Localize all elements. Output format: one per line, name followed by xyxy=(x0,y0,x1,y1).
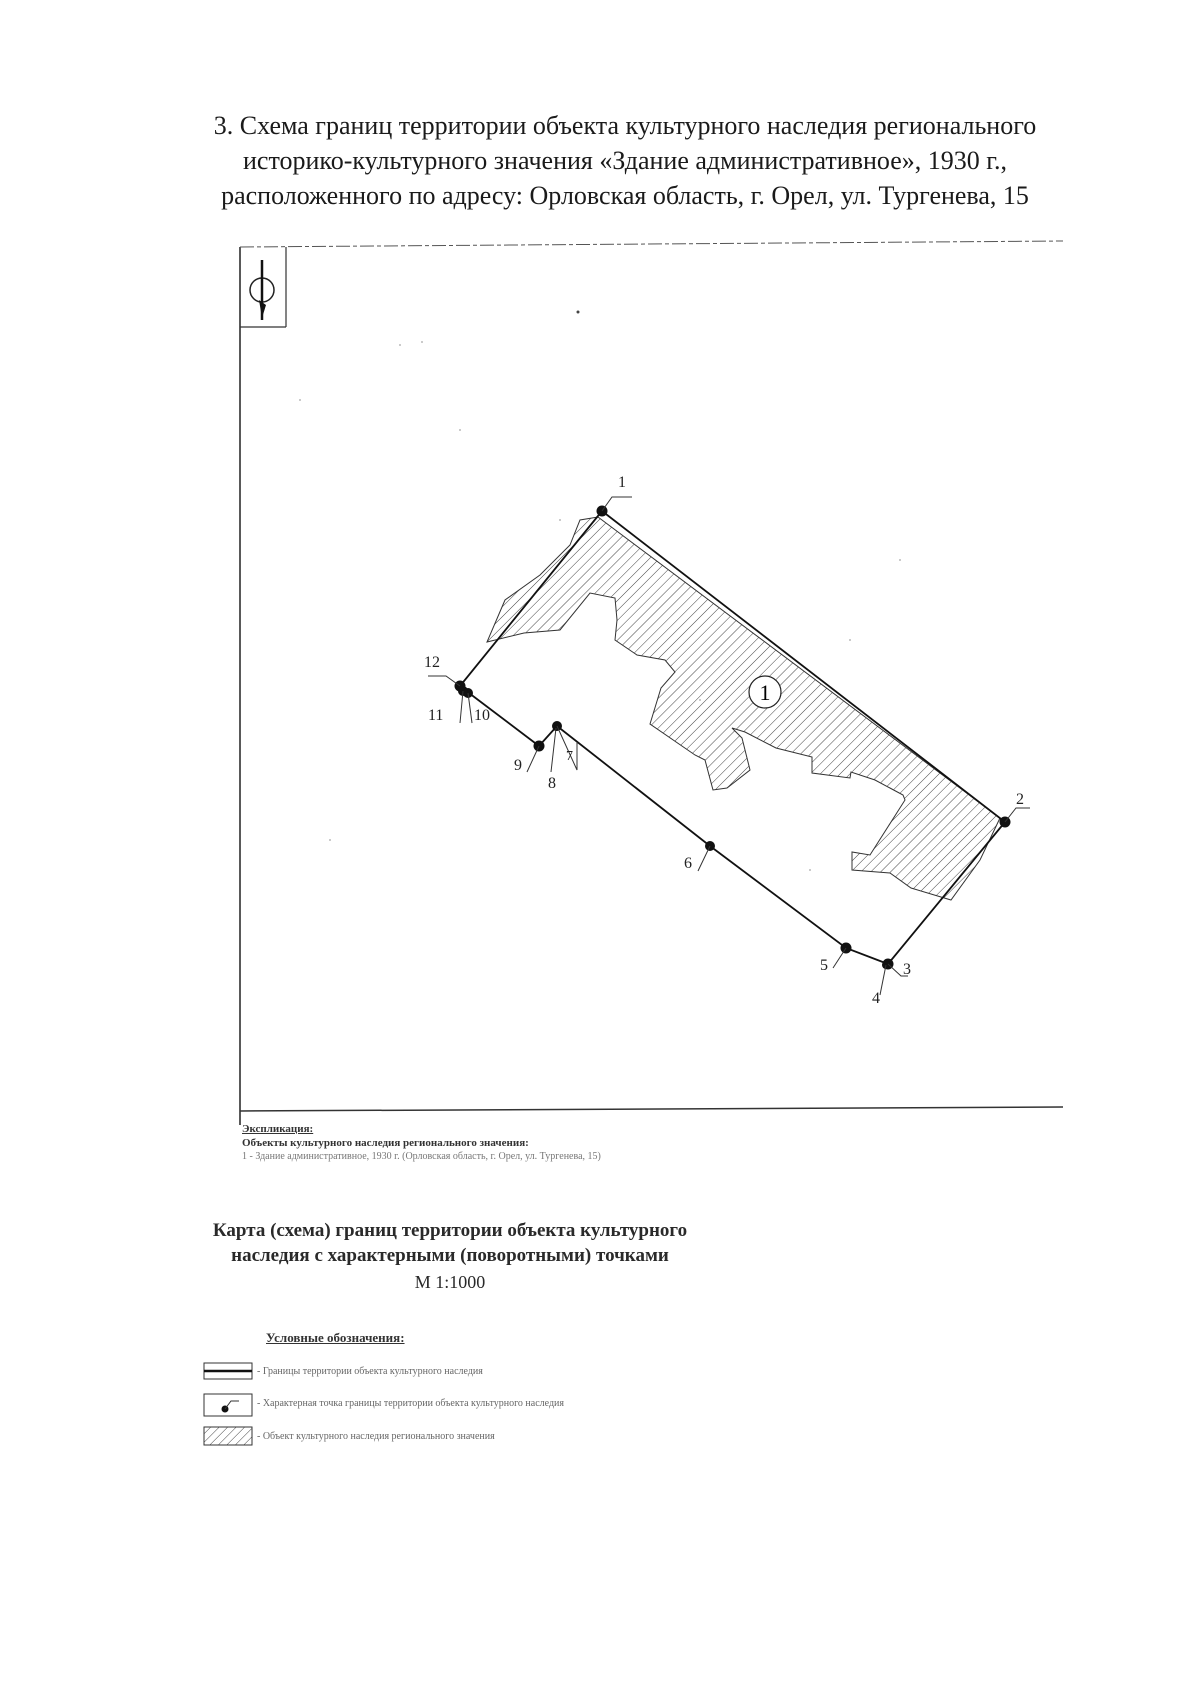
point-label-8: 8 xyxy=(548,775,556,792)
heritage-building xyxy=(487,517,1000,900)
explication xyxy=(242,1122,601,1164)
legend-item-point xyxy=(203,1392,564,1414)
point-label-12: 12 xyxy=(424,654,440,671)
boundary-line-icon xyxy=(203,1361,253,1381)
object-number-label: 1 xyxy=(759,680,771,705)
point-label-7: 7 xyxy=(566,749,573,764)
legend-text-boundary: - Границы территории объекта культурного наследия xyxy=(257,1365,483,1377)
north-arrow-icon xyxy=(240,247,286,327)
explication-subheading: Объекты культурного наследия регионального значения: xyxy=(242,1137,529,1149)
title-line-1: 3. Схема границ территории объекта культурного наследия регионального xyxy=(213,111,1037,140)
explication-line: 1 - Здание административное, 1930 г. (Орловская область, г. Орел, ул. Тургенева, 15) xyxy=(242,1151,601,1162)
map-caption xyxy=(150,1218,750,1295)
legend-heading: Условные обозначения: xyxy=(266,1330,405,1345)
point-label-1: 1 xyxy=(618,474,626,491)
hatched-object-icon xyxy=(203,1426,253,1446)
point-symbol-icon xyxy=(203,1393,253,1413)
map-caption-line-2: наследия с характерными (поворотными) точками xyxy=(231,1245,669,1266)
legend-text-point: - Характерная точка границы территории объекта культурного наследия xyxy=(257,1397,564,1409)
legend-text-object: - Объект культурного наследия регионального значения xyxy=(257,1430,495,1442)
legend-item-boundary xyxy=(203,1360,483,1382)
map-frame xyxy=(240,241,1063,1125)
legend-item-object xyxy=(203,1425,495,1447)
title-line-3: расположенного по адресу: Орловская область, г. Орел, ул. Тургенева, 15 xyxy=(221,181,1029,210)
map-caption-line-1: Карта (схема) границ территории объекта культурного xyxy=(212,1220,688,1241)
point-label-4: 4 xyxy=(872,990,880,1007)
point-label-3: 3 xyxy=(903,961,911,978)
point-label-2: 2 xyxy=(1016,791,1024,808)
point-label-5: 5 xyxy=(820,957,828,974)
map-scale: М 1:1000 xyxy=(414,1272,486,1292)
point-label-10: 10 xyxy=(474,707,490,724)
title-line-2: историко-культурного значения «Здание административное», 1930 г., xyxy=(243,146,1007,175)
point-label-11: 11 xyxy=(428,707,444,724)
point-label-9: 9 xyxy=(514,757,522,774)
explication-heading: Экспликация: xyxy=(242,1123,314,1135)
point-label-6: 6 xyxy=(684,855,692,872)
